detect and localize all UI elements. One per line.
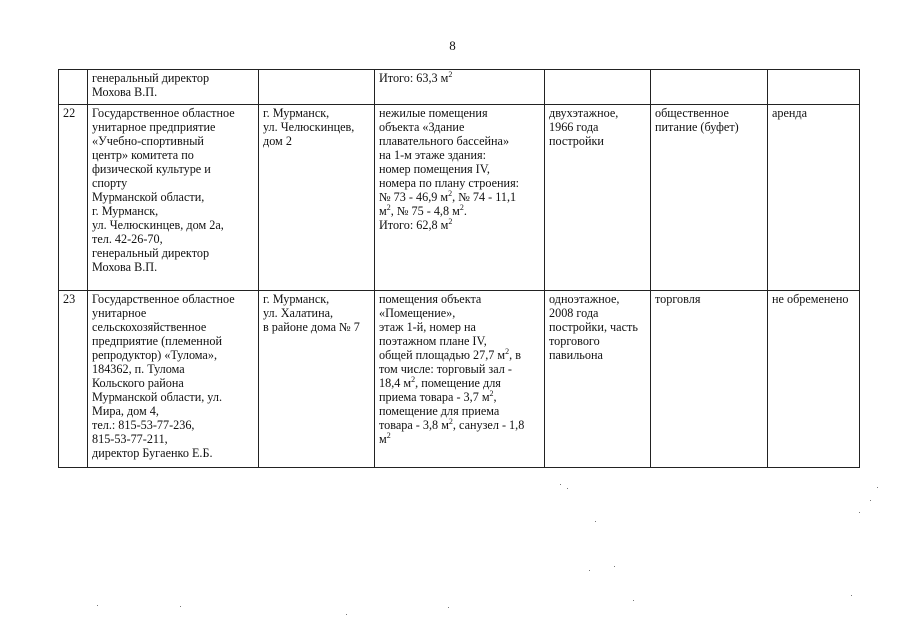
row-number: 22	[59, 105, 88, 291]
page-number: 8	[449, 38, 456, 53]
organization-cell: Государственное областное унитарное сельскохозяйственное предприятие (племенной репродуктор) «Тулома», 184362, п. Тулома Кольского района Мурманской области, ул. Мира, дом 4, тел.: 815-53-77-236, 815-53-77-211, директор Бугаенко Е.Б.	[88, 291, 259, 468]
address-cell: г. Мурманск, ул. Халатина, в районе дома № 7	[259, 291, 375, 468]
scan-speck	[97, 605, 98, 606]
address-cell: г. Мурманск, ул. Челюскинцев, дом 2	[259, 105, 375, 291]
description-cell: нежилые помещения объекта «Здание плавательного бассейна» на 1-м этаже здания: номер помещения IV, номера по плану строения: № 73 - 46,9 $м^2$, № 74 - 11,1 $м^2$, № 75 - 4,8 $м^2$. Итого: 62,8 $м^2$	[375, 105, 545, 291]
encumbrance-cell: не обременено	[768, 291, 860, 468]
organization-cell: Государственное областное унитарное предприятие «Учебно-спортивный центр» комитета по физической культуре и спорту Мурманской области, г. Мурманск, ул. Челюскинцев, дом 2а, тел. 42-26-70, генеральный директор Мохова В.П.	[88, 105, 259, 291]
scan-speck	[567, 488, 568, 489]
table-row	[59, 105, 860, 291]
row-number: 23	[59, 291, 88, 468]
purpose-cell: торговля	[651, 291, 768, 468]
property-table	[58, 69, 860, 468]
encumbrance-cell: аренда	[768, 105, 860, 291]
scan-speck	[633, 600, 634, 601]
building-cell	[545, 70, 651, 105]
building-cell: двухэтажное, 1966 года постройки	[545, 105, 651, 291]
scan-speck	[560, 484, 561, 485]
scan-speck	[346, 614, 347, 615]
description-cell: Итого: 63,3 $м^2$	[375, 70, 545, 105]
table-row	[59, 291, 860, 468]
encumbrance-cell	[768, 70, 860, 105]
scan-speck	[448, 607, 449, 608]
scan-speck	[614, 566, 615, 567]
table-row	[59, 70, 860, 105]
scan-speck	[870, 500, 871, 501]
scan-speck	[180, 606, 181, 607]
description-cell: помещения объекта «Помещение», этаж 1-й, номер на поэтажном плане IV, общей площадью 27,7 $м^2$, в том числе: торговый зал - 18,4 $м^2$, помещение для приема товара - 3,7 $м^2$, помещение для приема товара - 3,8 $м^2$, санузел - 1,8 $м^2$	[375, 291, 545, 468]
purpose-cell	[651, 70, 768, 105]
row-number	[59, 70, 88, 105]
building-cell: одноэтажное, 2008 года постройки, часть торгового павильона	[545, 291, 651, 468]
scan-speck	[595, 521, 596, 522]
organization-cell: генеральный директор Мохова В.П.	[88, 70, 259, 105]
address-cell	[259, 70, 375, 105]
scan-speck	[859, 512, 860, 513]
scan-speck	[851, 595, 852, 596]
purpose-cell: общественное питание (буфет)	[651, 105, 768, 291]
scan-speck	[589, 570, 590, 571]
scan-speck	[877, 487, 878, 488]
